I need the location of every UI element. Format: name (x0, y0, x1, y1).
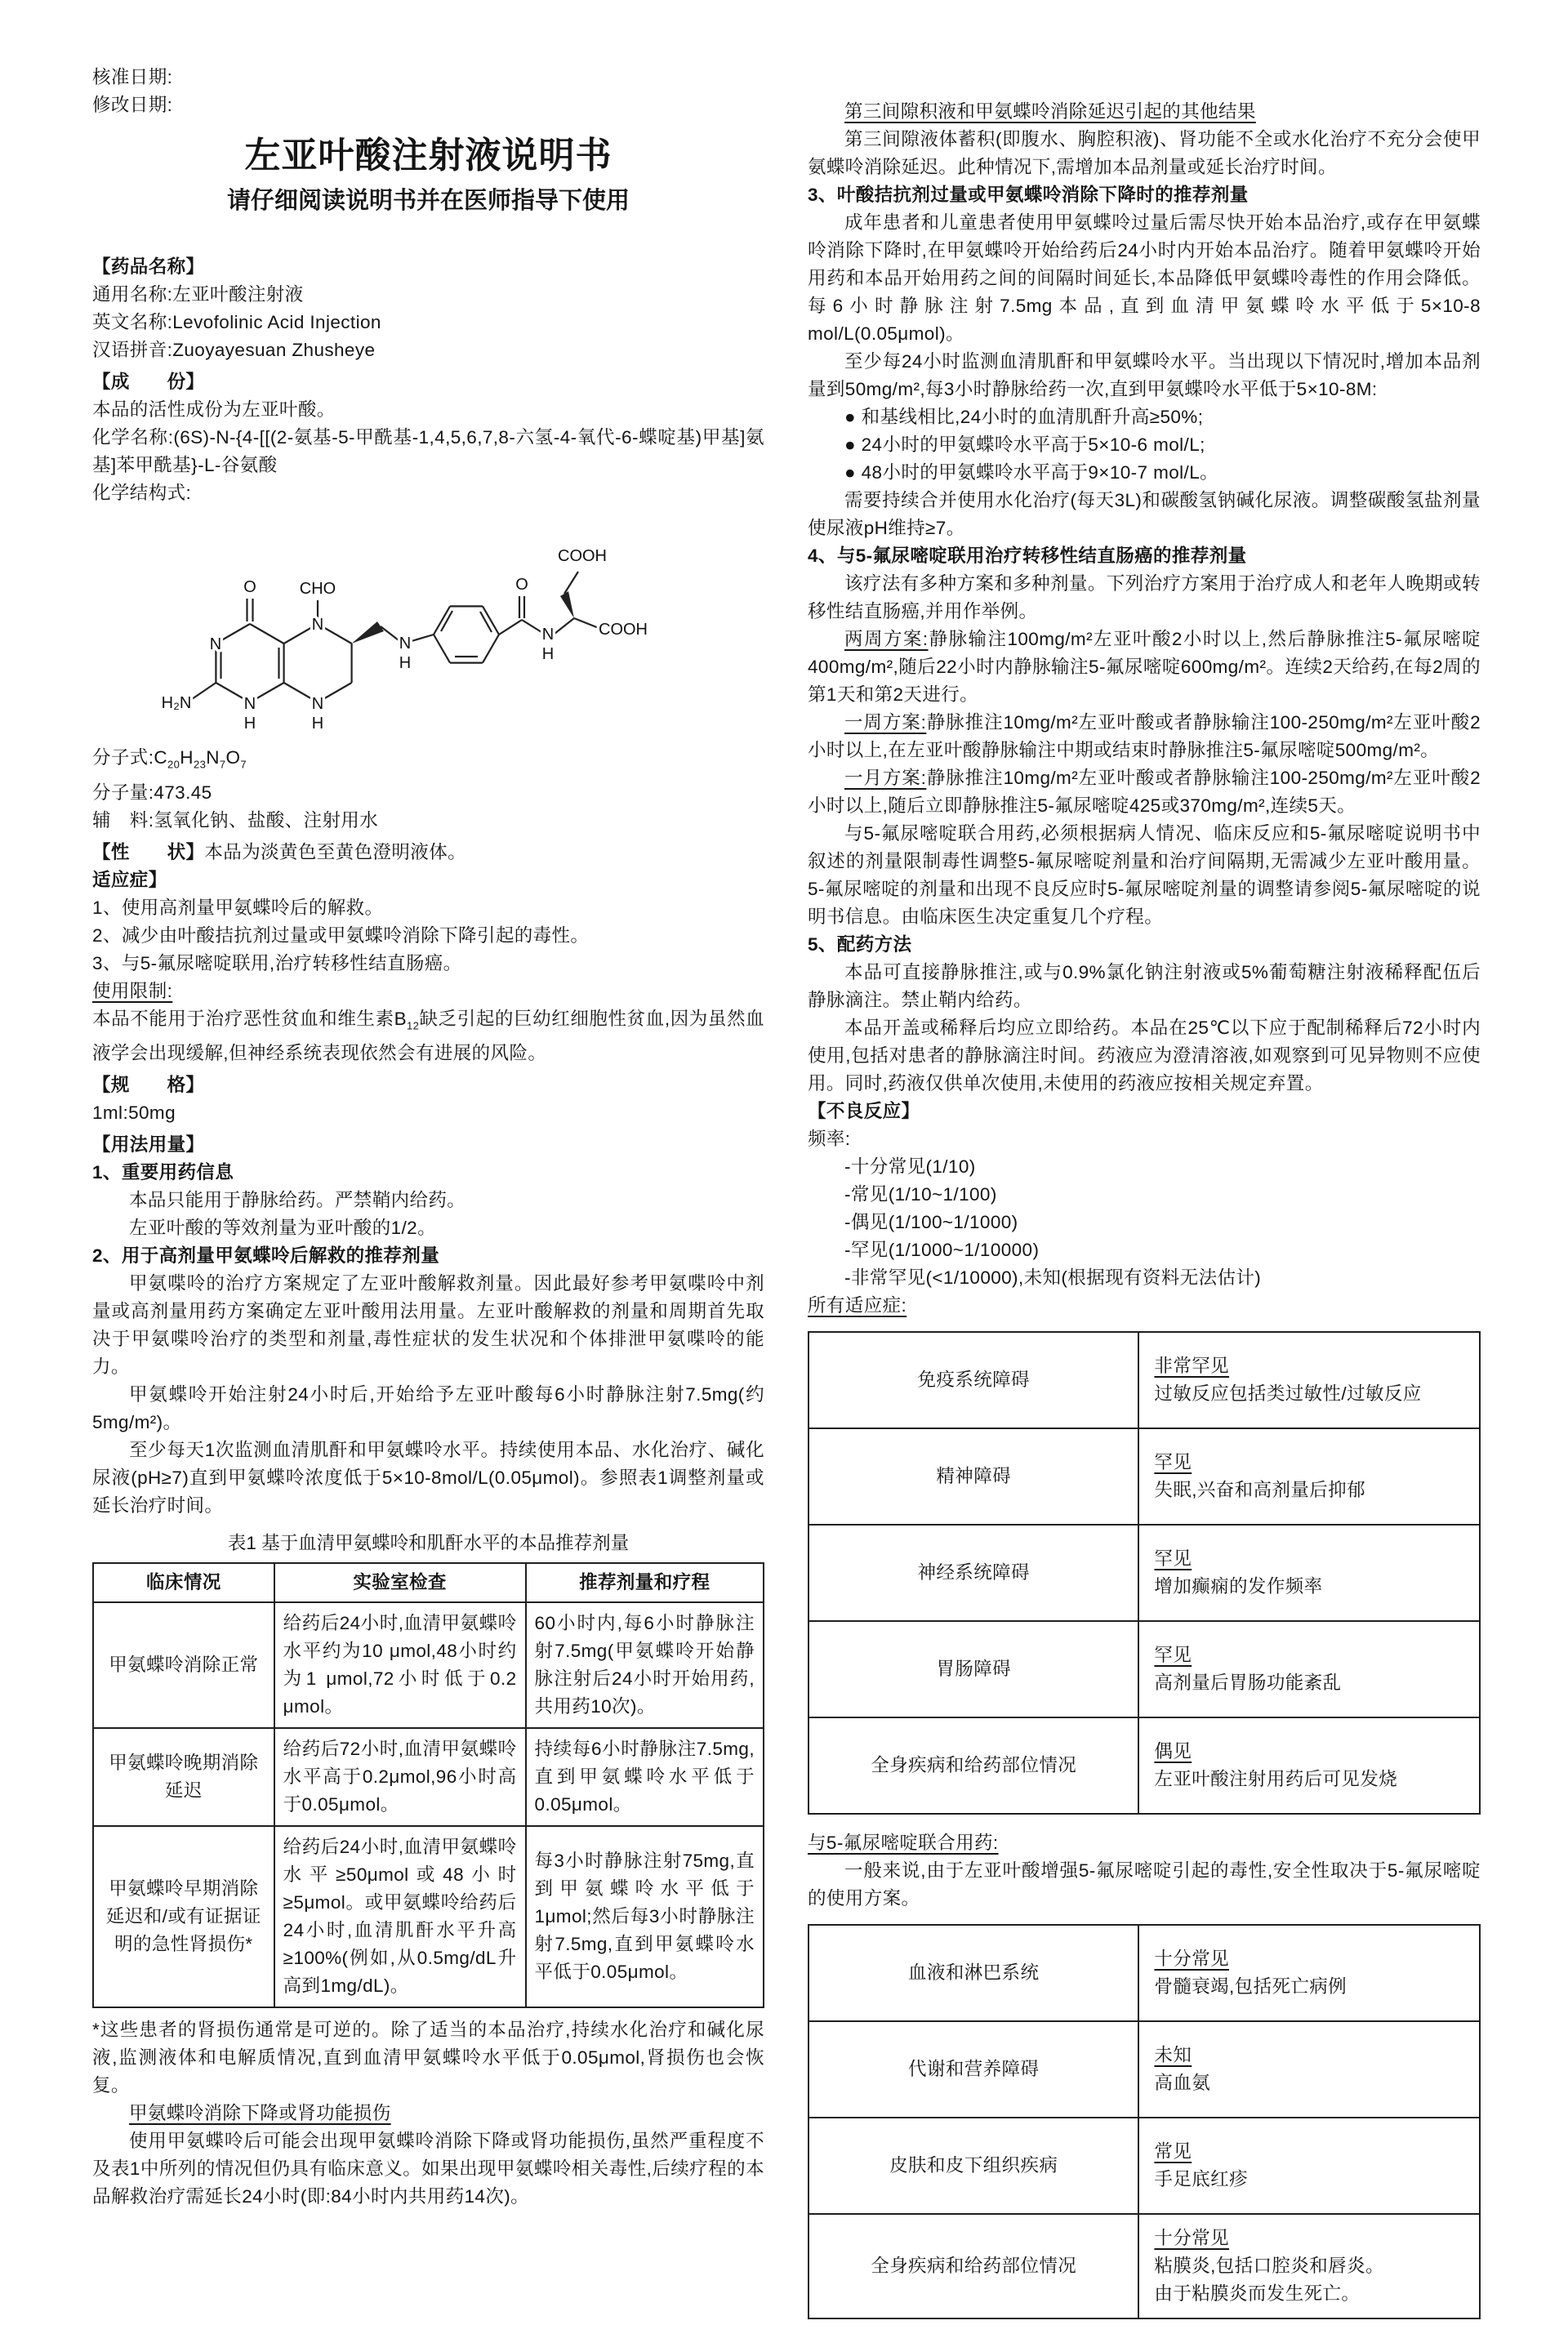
atom-label: N (311, 616, 324, 634)
composition-heading: 【成 份】 (92, 372, 205, 392)
frequency-term: 偶见 (1154, 1741, 1192, 1762)
table1-title: 表1 基于血清甲氨蝶呤和肌酐水平的本品推荐剂量 (227, 1533, 630, 1553)
frequency-item: -偶见(1/100~1/1000) (844, 1212, 1018, 1232)
approval-date-label: 核准日期: (92, 67, 173, 87)
dosage-heading: 【用法用量】 (92, 1134, 205, 1155)
with-5fu-paragraph: 一般来说,由于左亚叶酸增强5-氟尿嘧啶引起的毒性,安全性取决于5-氟尿嘧啶的使用方案。 (808, 1860, 1481, 1909)
indication-item: 2、减少由叶酸拮抗剂过量或甲氨蝶呤消除下降引起的毒性。 (92, 924, 590, 946)
table-row (808, 1925, 1480, 2021)
weekly-plan: 一周方案:静脉推注10mg/m²左亚叶酸或者静脉输注100-250mg/m²左亚叶酸2小时以上,在左亚叶酸静脉输注中期或结束时静脉推注5-氟尿嘧啶500mg/m²。 (808, 712, 1481, 760)
table-cell: 甲氨蝶呤晚期消除延迟 (93, 1728, 274, 1826)
table1 (92, 1562, 764, 2008)
indication-item: 3、与5-氟尿嘧啶联用,治疗转移性结直肠癌。 (92, 952, 462, 973)
indications-heading: 适应症】 (92, 869, 167, 890)
atom-label: N (399, 635, 412, 653)
reaction-cell (1138, 1717, 1480, 1814)
chemical-structure (140, 512, 670, 741)
usage-limit-heading: 使用限制: (92, 980, 173, 1001)
atom-label: H₂N (161, 694, 192, 712)
frequency-item: -非常罕见(<1/10000),未知(根据现有资料无法估计) (844, 1267, 1262, 1288)
reaction-desc: 失眠,兴奋和高剂量后抑郁 (1154, 1480, 1365, 1500)
atom-label: O (515, 576, 528, 594)
atom-label: H (311, 715, 324, 733)
reaction-cell (1138, 1621, 1480, 1717)
table-cell: 给药后24小时,血清甲氨蝶呤水平约为10 μmol,48小时约为1 μmol,72小时低于0.2 μmol。 (274, 1602, 526, 1728)
reaction-desc: 手足底红疹 (1154, 2169, 1248, 2189)
third-space-heading: 第三间隙积液和甲氨蝶呤消除延迟引起的其他结果 (844, 101, 1256, 122)
bullet-item: ● 48小时的甲氨蝶呤水平高于9×10-7 mol/L。 (844, 462, 1219, 483)
dosage-paragraph: 甲氨喋呤的治疗方案规定了左亚叶酸解救剂量。因此最好参考甲氨喋呤中剂量或高剂量用药方案确定左亚叶酸用法用量。左亚叶酸解救的剂量和周期首先取决于甲氨喋呤治疗的类型和剂量,毒性症状的发生状况和个体排泄甲氨喋呤的能力。 (92, 1273, 764, 1377)
frequency-item: -罕见(1/1000~1/10000) (844, 1240, 1040, 1260)
all-indications-heading: 所有适应症: (808, 1295, 907, 1316)
soc-cell: 代谢和营养障碍 (808, 2021, 1138, 2118)
column-header: 推荐剂量和疗程 (526, 1563, 764, 1602)
frequency-term: 未知 (1154, 2045, 1192, 2065)
page-title: 左亚叶酸注射液说明书 (244, 136, 612, 176)
bullet-item: ● 和基线相比,24小时的血清肌酐升高≥50%; (844, 407, 1204, 427)
atom-label: COOH (599, 621, 648, 639)
reaction-desc: 左亚叶酸注射用药后可见发烧 (1154, 1769, 1398, 1789)
dosage-s2-heading: 2、用于高剂量甲氨蝶呤后解救的推荐剂量 (92, 1245, 440, 1266)
reaction-desc: 增加癫痫的发作频率 (1154, 1576, 1323, 1597)
soc-cell: 神经系统障碍 (808, 1525, 1138, 1621)
reaction-cell (1138, 1525, 1480, 1621)
pinyin-name: 汉语拼音:Zuoyayesuan Zhusheye (92, 340, 376, 360)
spec-value: 1ml:50mg (92, 1102, 176, 1123)
soc-cell: 免疫系统障碍 (808, 1332, 1138, 1428)
atom-label: N (243, 695, 256, 713)
frequency-item: -十分常见(1/10) (844, 1156, 976, 1177)
adverse-table-all-indications (808, 1331, 1481, 1815)
molecular-weight: 分子量:473.45 (92, 782, 212, 803)
atom-label: H (399, 654, 412, 672)
table-row (808, 1621, 1480, 1717)
soc-cell: 血液和淋巴系统 (808, 1925, 1138, 2021)
drug-name-heading: 【药品名称】 (92, 256, 205, 277)
table-row (93, 1602, 764, 1728)
mtx-clearance-subheading: 甲氨蝶呤消除下降或肾功能损伤 (129, 2103, 391, 2123)
structure-label: 化学结构式: (92, 483, 192, 503)
reaction-cell (1138, 2021, 1480, 2118)
usage-limit-text: 本品不能用于治疗恶性贫血和维生素$B_{12}$缺乏引起的巨幼红细胞性贫血,因为虽然血液学会出现缓解,但神经系统表现依然会有进展的风险。 (92, 1008, 764, 1063)
reaction-cell (1138, 1428, 1480, 1525)
atom-label: N (541, 626, 555, 644)
reaction-cell (1138, 1332, 1480, 1428)
table-cell: 甲氨蝶呤消除正常 (93, 1602, 274, 1728)
table-row (808, 2118, 1480, 2214)
section3-paragraph: 至少每24小时监测血清肌酐和甲氨蝶呤水平。当出现以下情况时,增加本品剂量到50mg/m²,每3小时静脉给药一次,直到甲氨蝶呤水平低于5×10-8M: (808, 351, 1481, 399)
table-header-row (93, 1563, 764, 1602)
atom-label: CHO (299, 580, 336, 598)
dosage-s1-heading: 1、重要用药信息 (92, 1162, 234, 1183)
frequency-term: 十分常见 (1154, 1949, 1230, 1969)
soc-cell: 精神障碍 (808, 1428, 1138, 1525)
active-ingredient: 本品的活性成份为左亚叶酸。 (92, 399, 336, 420)
dosage-paragraph: 左亚叶酸的等效剂量为亚叶酸的1/2。 (129, 1218, 436, 1238)
atom-label: H (243, 715, 256, 733)
frequency-term: 非常罕见 (1154, 1356, 1230, 1376)
table-row (808, 1428, 1480, 1525)
section5-heading: 5、配药方法 (808, 934, 912, 955)
section4-heading: 4、与5-氟尿嘧啶联用治疗转移性结直肠癌的推荐剂量 (808, 546, 1247, 566)
spec-heading: 【规 格】 (92, 1075, 205, 1095)
reaction-desc: 粘膜炎,包括口腔炎和唇炎。 (1154, 2256, 1384, 2276)
excipients: 辅 料:氢氧化钠、盐酸、注射用水 (92, 809, 379, 831)
frequency-term: 常见 (1154, 2141, 1192, 2162)
soc-cell: 全身疾病和给药部位情况 (808, 2214, 1138, 2318)
table1-footnote: *这些患者的肾损伤通常是可逆的。除了适当的本品治疗,持续水化治疗和碱化尿液,监测液体和电解质情况,直到血清甲氨蝶呤水平低于0.05μmol,肾损伤也会恢复。 (92, 2020, 764, 2096)
dosage-paragraph: 本品只能用于静脉给药。严禁鞘内给药。 (129, 1190, 466, 1210)
page-subtitle: 请仔细阅读说明书并在医师指导下使用 (226, 188, 630, 214)
frequency-item: -常见(1/10~1/100) (844, 1184, 997, 1205)
properties-line: 【性 状】本品为淡黄色至黄色澄明液体。 (92, 841, 467, 862)
table-row (93, 1728, 764, 1826)
section5-paragraph: 本品可直接静脉推注,或与0.9%氯化钠注射液或5%葡萄糖注射液稀释配伍后静脉滴注。禁止鞘内给药。 (808, 962, 1481, 1010)
dosage-paragraph: 至少每天1次监测血清肌酐和甲氨蝶呤水平。持续使用本品、水化治疗、碱化尿液(pH≥7)直到甲氨蝶呤浓度低于5×10-8mol/L(0.05μmol)。参照表1调整剂量或延长治疗时间。 (92, 1440, 764, 1516)
atom-label: H (541, 645, 555, 663)
reaction-cell (1138, 2214, 1480, 2318)
frequency-term: 罕见 (1154, 1452, 1192, 1472)
atom-label: O (243, 578, 256, 596)
table-row (808, 1717, 1480, 1814)
table-row (808, 2021, 1480, 2118)
english-name: 英文名称:Levofolinic Acid Injection (92, 312, 381, 332)
atom-label: COOH (558, 547, 607, 565)
soc-cell: 全身疾病和给药部位情况 (808, 1717, 1138, 1814)
section4-paragraph: 与5-氟尿嘧啶联合用药,必须根据病人情况、临床反应和5-氟尿嘧啶说明书中叙述的剂量限制毒性调整5-氟尿嘧啶剂量和治疗间隔期,无需减少左亚叶酸用量。5-氟尿嘧啶的剂量和出现不良反应时5-氟尿嘧啶剂量的调整请参阅5-氟尿嘧啶的说明书信息。由临床医生决定重复几个疗程。 (808, 823, 1481, 927)
left-column (92, 0, 764, 2211)
column-header: 实验室检查 (274, 1563, 526, 1602)
right-column (808, 0, 1481, 2334)
table-row (808, 1332, 1480, 1428)
section3-paragraph: 成年患者和儿童患者使用甲氨蝶呤过量后需尽快开始本品治疗,或存在甲氨蝶呤消除下降时,在甲氨蝶呤开始给药后24小时内开始本品治疗。随着甲氨蝶呤开始用药和本品开始用药之间的间隔时间延长,本品降低甲氨蝶呤毒性的作用会降低。每6小时静脉注射7.5mg本品,直到血清甲氨蝶呤水平低于5×10-8 mol/L(0.05μmol)。 (808, 212, 1481, 344)
dosage-paragraph: 甲氨蝶呤开始注射24小时后,开始给予左亚叶酸每6小时静脉注射7.5mg(约5mg/m²)。 (92, 1384, 764, 1432)
table-cell: 60小时内,每6小时静脉注射7.5mg(甲氨蝶呤开始静脉注射后24小时开始用药,共用药10次)。 (526, 1602, 764, 1728)
table-cell: 甲氨蝶呤早期消除延迟和/或有证据证明的急性肾损伤* (93, 1826, 274, 2007)
adverse-table-with-5fu (808, 1924, 1481, 2319)
frequency-term: 罕见 (1154, 1645, 1192, 1665)
reaction-desc: 高血氨 (1154, 2073, 1211, 2093)
soc-cell: 皮肤和皮下组织疾病 (808, 2118, 1138, 2214)
reaction-desc: 由于粘膜炎而发生死亡。 (1154, 2283, 1361, 2304)
table-cell: 每3小时静脉注射75mg,直到甲氨蝶呤水平低于1μmol;然后每3小时静脉注射7.5mg,直到甲氨蝶呤水平低于0.05μmol。 (526, 1826, 764, 2007)
section5-paragraph: 本品开盖或稀释后均应立即给药。本品在25℃以下应于配制稀释后72小时内使用,包括对患者的静脉滴注时间。药液应为澄清溶液,如观察到可见异物则不应使用。同时,药液仅供单次使用,未使用的药液应按相关规定弃置。 (808, 1018, 1481, 1094)
frequency-term: 十分常见 (1154, 2228, 1230, 2248)
indication-item: 1、使用高剂量甲氨蝶呤后的解救。 (92, 897, 384, 918)
section3-paragraph: 需要持续合并使用水化治疗(每天3L)和碳酸氢钠碱化尿液。调整碳酸氢盐剂量使尿液pH维持≥7。 (808, 490, 1481, 538)
reaction-cell (1138, 2118, 1480, 2214)
adverse-reactions-heading: 【不良反应】 (808, 1101, 920, 1121)
reaction-desc: 骨髓衰竭,包括死亡病例 (1154, 1976, 1348, 1997)
generic-name: 通用名称:左亚叶酸注射液 (92, 284, 304, 305)
revision-date-label: 修改日期: (92, 95, 173, 115)
mtx-clearance-paragraph: 使用甲氨蝶呤后可能会出现甲氨蝶呤消除下降或肾功能损伤,虽然严重程度不及表1中所列的情况但仍具有临床意义。如果出现甲氨蝶呤相关毒性,后续疗程的本品解救治疗需延长24小时(即:84小时内共用药14次)。 (92, 2131, 764, 2207)
table-row (808, 1525, 1480, 1621)
frequency-label: 频率: (808, 1129, 851, 1149)
table-row (808, 2214, 1480, 2318)
table-cell: 持续每6小时静脉注7.5mg,直到甲氨蝶呤水平低于0.05μmol。 (526, 1728, 764, 1826)
table-cell: 给药后24小时,血清甲氨蝶呤水平≥50μmol或48小时≥5μmol。或甲氨蝶呤给药后24小时,血清肌酐水平升高≥100%(例如,从0.5mg/dL升高到1mg/dL)。 (274, 1826, 526, 2007)
molecular-formula: 分子式$:C_{20}H_{23}N_7O_7$ (92, 747, 247, 771)
reaction-desc: 过敏反应包括类过敏性/过敏反应 (1154, 1383, 1422, 1404)
table-cell: 给药后72小时,血清甲氨蝶呤水平高于0.2μmol,96小时高于0.05μmol。 (274, 1728, 526, 1826)
section3-heading: 3、叶酸拮抗剂过量或甲氨蝶呤消除下降时的推荐剂量 (808, 185, 1249, 205)
bullet-item: ● 24小时的甲氨蝶呤水平高于5×10-6 mol/L; (844, 434, 1205, 455)
chemical-name: 化学名称:(6S)-N-{4-[[(2-氨基-5-甲酰基-1,4,5,6,7,8-六氢-4-氧代-6-蝶啶基)甲基]氨基]苯甲酰基}-L-谷氨酸 (92, 427, 764, 475)
atom-label: N (209, 635, 222, 653)
table-row (93, 1826, 764, 2007)
soc-cell: 胃肠障碍 (808, 1621, 1138, 1717)
frequency-term: 罕见 (1154, 1548, 1192, 1569)
column-header: 临床情况 (93, 1563, 274, 1602)
reaction-desc: 高剂量后胃肠功能紊乱 (1154, 1673, 1342, 1693)
section4-paragraph: 该疗法有多种方案和多种剂量。下列治疗方案用于治疗成人和老年人晚期或转移性结直肠癌,并用作举例。 (808, 573, 1481, 621)
monthly-plan: 一月方案:静脉推注10mg/m²左亚叶酸或者静脉输注100-250mg/m²左亚叶酸2小时以上,随后立即静脉推注5-氟尿嘧啶425或370mg/m²,连续5天。 (808, 768, 1481, 816)
third-space-paragraph: 第三间隙液体蓄积(即腹水、胸腔积液)、肾功能不全或水化治疗不充分会使甲氨蝶呤消除延迟。此种情况下,需增加本品剂量或延长治疗时间。 (808, 129, 1481, 177)
reaction-cell (1138, 1925, 1480, 2021)
biweekly-plan: 两周方案:静脉输注100mg/m²左亚叶酸2小时以上,然后静脉推注5-氟尿嘧啶400mg/m²,随后22小时内静脉输注5-氟尿嘧啶600mg/m²。连续2天给药,在每2周的第1天和第2天进行。 (808, 629, 1481, 705)
with-5fu-heading: 与5-氟尿嘧啶联合用药: (808, 1833, 999, 1853)
atom-label: N (311, 695, 324, 713)
